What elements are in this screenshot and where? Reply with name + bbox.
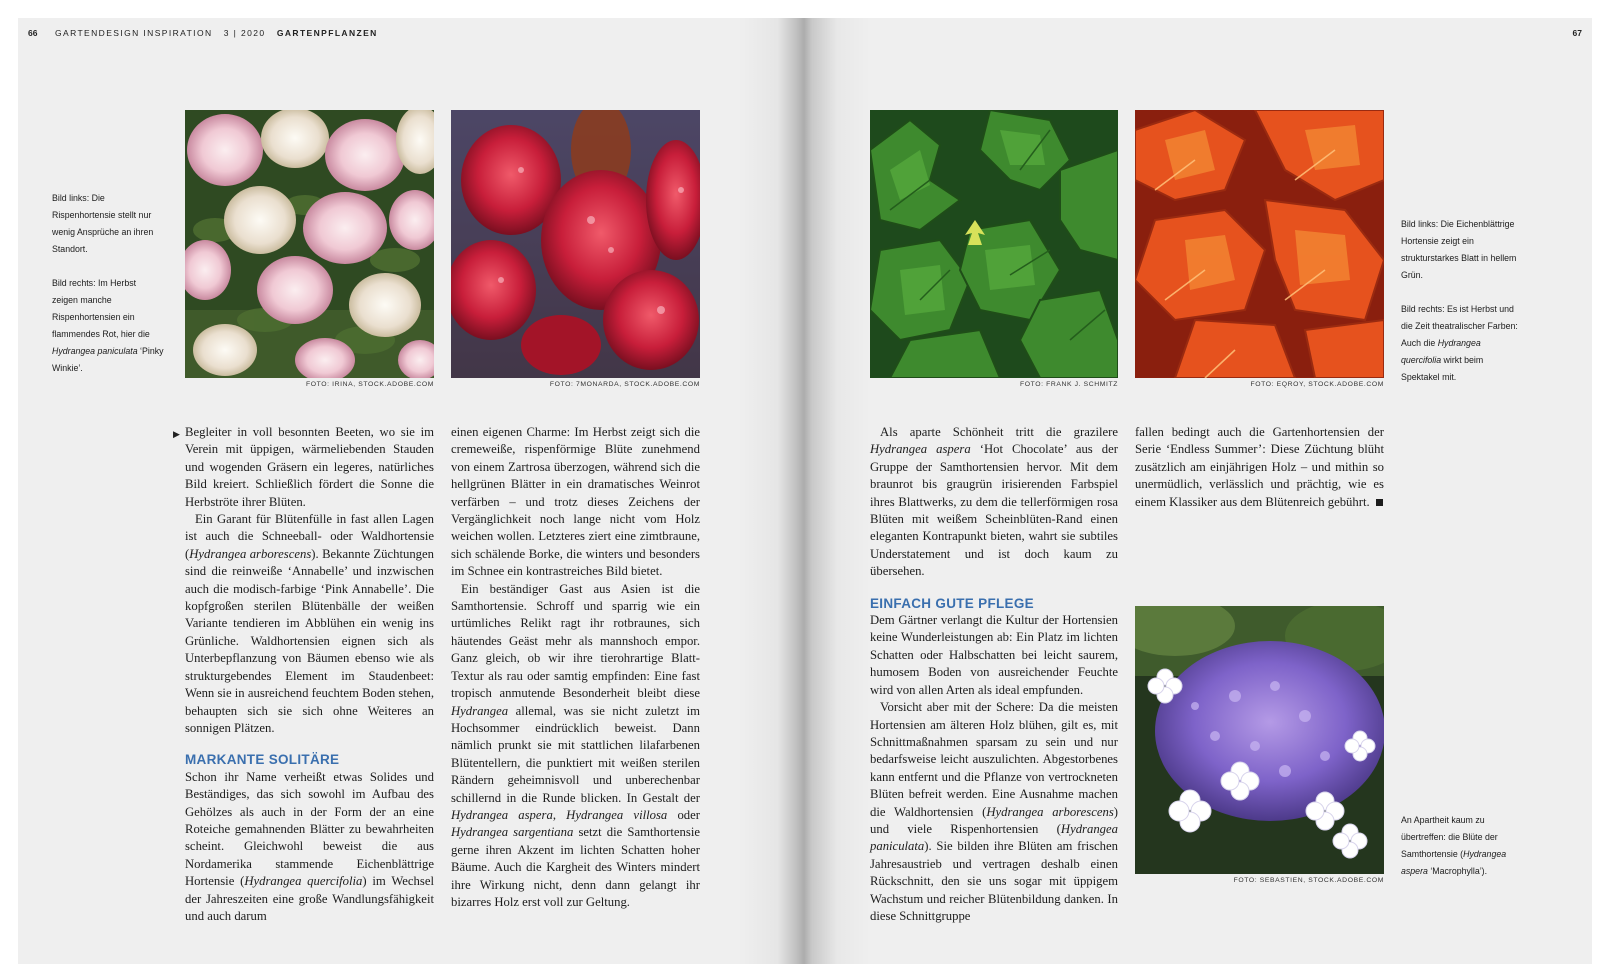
- paragraph: einen eigenen Charme: Im Herbst zeigt sich die cremeweiße, rispenförmige Blüte zunehmend von einem Zartrosa überzogen, während sich die hellgrünen Blätter in ein dramatisches Weinrot verfärben – und trotz dieses Zeichens der Vergänglichkeit noch lange nicht vom Holz weichen wollen. Letzteres ziert eine zimtbraune, sich schälende Borke, die winters und besonders im Schnee ein kontrastreiches Bild bietet.: [451, 425, 700, 579]
- photo-credit: FOTO: FRANK J. SCHMITZ: [1019, 381, 1118, 388]
- red-hydrangea-photo: [451, 110, 700, 378]
- running-header: [55, 28, 378, 38]
- left-photo-captions: [52, 190, 164, 394]
- body-column-1: [185, 424, 434, 925]
- hydrangea-aspera-photo: [1135, 606, 1384, 874]
- autumn-oakleaf-photo: [1135, 110, 1384, 378]
- paragraph: Dem Gärtner verlangt die Kultur der Hortensien keine Wunderleistungen ab: Ein Platz im lichten Schatten oder Halbschatten bei leicht saurem, humosem Boden von ausreichender Feuchte wird von allen Arten als ideal empfunden.: [870, 613, 1118, 697]
- section-title: GARTENPFLANZEN: [276, 28, 378, 38]
- caption-left-photo: Bild links: Die Eichenblättrige Hortensie zeigt ein strukturstarkes Blatt in hellem Grün.: [1401, 219, 1517, 280]
- book-gutter-shadow: [738, 18, 870, 964]
- paragraph: Ein Garant für Blütenfülle in fast allen Lagen ist auch die Schneeball- oder Waldhortensie (Hydrangea arborescens). Bekannte Züchtungen sind die reinweiße ‘Annabelle’ und inzwischen auch die modisch-farbige ‘Pink Annabelle’. Die kopfgroßen sterilen Blütenbälle der weißen Variante tendieren im Abblühen ein wenig ins Grünliche. Waldhortensien eignen sich als Unterbepflanzung von Bäumen ebenso wie als strukturgebendes Element im Staudenbeet: Wenn sie in ausreichend feuchtem Boden stehen, behaupten sich sie sich ohne Weiteres an sonnigen Plätzen.: [185, 512, 434, 735]
- photo-credit: FOTO: 7MONARDA, STOCK.ADOBE.COM: [549, 381, 700, 388]
- issue-number: 3 | 2020: [223, 28, 266, 38]
- right-photo-captions: [1401, 216, 1521, 403]
- body-column-2: [451, 424, 700, 911]
- green-oakleaf-photo: [870, 110, 1118, 378]
- paragraph: Schon ihr Name verheißt etwas Solides und Beständiges, das sich sowohl im Aufbau des Gehölzes als auch in der Form der an eine Roteiche gemahnenden Blätter zu bewahrheiten scheint. Gleichwohl beweist die aus Nordamerika stammende Eichenblättrige Hortensie (Hydrangea quercifolia) im Wechsel der Jahreszeiten eine große Wandlungsfähigkeit und auch darum: [185, 769, 434, 923]
- paragraph: Als aparte Schönheit tritt die grazilere Hydrangea aspera ‘Hot Chocolate’ aus der Gruppe der Samthortensien hervor. Mit dem braunrot bis graugrün irisierenden Farbspiel ihres Blattwerks, zu dem die tellerförmigen rosa Blüten mit weißem Scheinblüten-Rand einen eleganten Kontrapunkt bieten, wahrt sie subtiles Understatement und ist doch kaum zu übersehen.: [870, 425, 1119, 579]
- caption-right-photo: Bild rechts: Im Herbst zeigen manche Rispenhortensien ein flammendes Rot, hier die Hydrangea paniculata ‘Pinky Winkie’.: [52, 278, 164, 373]
- photo-credit: FOTO: IRINA, STOCK.ADOBE.COM: [306, 381, 434, 388]
- continuation-arrow-icon: ▶: [173, 429, 180, 439]
- paragraph: Begleiter in voll besonnten Beeten, wo sie im Verein mit üppigen, wärmeliebenden Stauden und wogenden Gräsern ein legeres, natürliches Bild kreiert. Schließlich fördert die Sonne die Herbströte ihrer Blüten.: [185, 425, 434, 509]
- magazine-spread: [18, 18, 1592, 964]
- paragraph: fallen bedingt auch die Gartenhortensien der Serie ‘Endless Summer’: Diese Züchtung blüht zusätzlich am einjährigen Holz – und mithin so unermüdlich, verlässlich und prächtig, wie es einem Klassiker aus dem Blütenreich gebührt.: [1135, 425, 1384, 509]
- body-column-3: [870, 424, 1118, 925]
- magazine-title: GARTENDESIGN INSPIRATION: [55, 28, 213, 38]
- end-of-article-icon: [1376, 499, 1383, 506]
- caption-bottom-photo: An Apartheit kaum zu übertreffen: die Blüte der Samthortensie (Hydrangea aspera ‘Macrophylla’).: [1401, 815, 1507, 876]
- paragraph: Vorsicht aber mit der Schere: Da die meisten Hortensien am älteren Holz blühen, gilt es, mit Schnittmaßnahmen sparsam zu sein und nur bedarfsweise leicht auszulichten. Abgestorbenes kann entfernt und die Pflanze von vertrockneten Blüten befreit werden. Eine Ausnahme machen die Waldhortensien (Hydrangea arborescens) und viele Rispenhortensien (Hydrangea paniculata). Sie bilden ihre Blüten am frischen Jahresaustrieb und vertragen deshalb einen Rückschnitt, den sie uns sogar mit üppigem Wachstum und reicher Blütenbildung danken. In diese Schnittgruppe: [870, 700, 1118, 923]
- hydrangea-aspera-caption: [1401, 812, 1526, 897]
- body-column-4: [1135, 424, 1384, 511]
- hydrangea-paniculata-photo: [185, 110, 434, 378]
- right-page-number: 67: [1572, 28, 1582, 38]
- section-heading: MARKANTE SOLITÄRE: [185, 752, 340, 768]
- caption-right-photo: Bild rechts: Es ist Herbst und die Zeit theatralischer Farben: Auch die Hydrangea quercifolia wirkt beim Spektakel mit.: [1401, 304, 1518, 382]
- left-page-number: 66: [28, 28, 38, 38]
- photo-credit: FOTO: SEBASTIEN, STOCK.ADOBE.COM: [1233, 877, 1384, 884]
- caption-left-photo: Bild links: Die Rispenhortensie stellt nur wenig Ansprüche an ihren Standort.: [52, 193, 154, 254]
- photo-credit: FOTO: EQROY, STOCK.ADOBE.COM: [1250, 381, 1384, 388]
- section-heading: EINFACH GUTE PFLEGE: [870, 595, 1034, 611]
- paragraph: Ein beständiger Gast aus Asien ist die Samthortensie. Schroff und sparrig wie ein urtümliches Relikt ragt ihr rotbraunes, sich häutendes Geäst mehr als mannshoch empor. Ganz gleich, ob wir ihre tierohrartige Blatt-Textur als rau oder samtig empfinden: Eine fast tropisch anmutende Besonderheit bleibt diese Hydrangea allemal, was sie nicht zuletzt im Hochsommer eindrücklich beweist. Dann nämlich prunkt sie mit stattlichen lilafarbenen Blütentellern, die punktiert mit weißen sterilen Rändern geheimnisvoll und unberechenbar schillernd in die Runde blicken. In Gestalt der Hydrangea aspera, Hydrangea villosa oder Hydrangea sargentiana setzt die Samthortensie gerne ihren Akzent im lichten Schatten hoher Bäume. Auch die Kargheit des Winters mindert ihre Wirkung nicht, denn dann gelangt ihr bizarres Holz erst voll zur Geltung.: [451, 581, 701, 909]
